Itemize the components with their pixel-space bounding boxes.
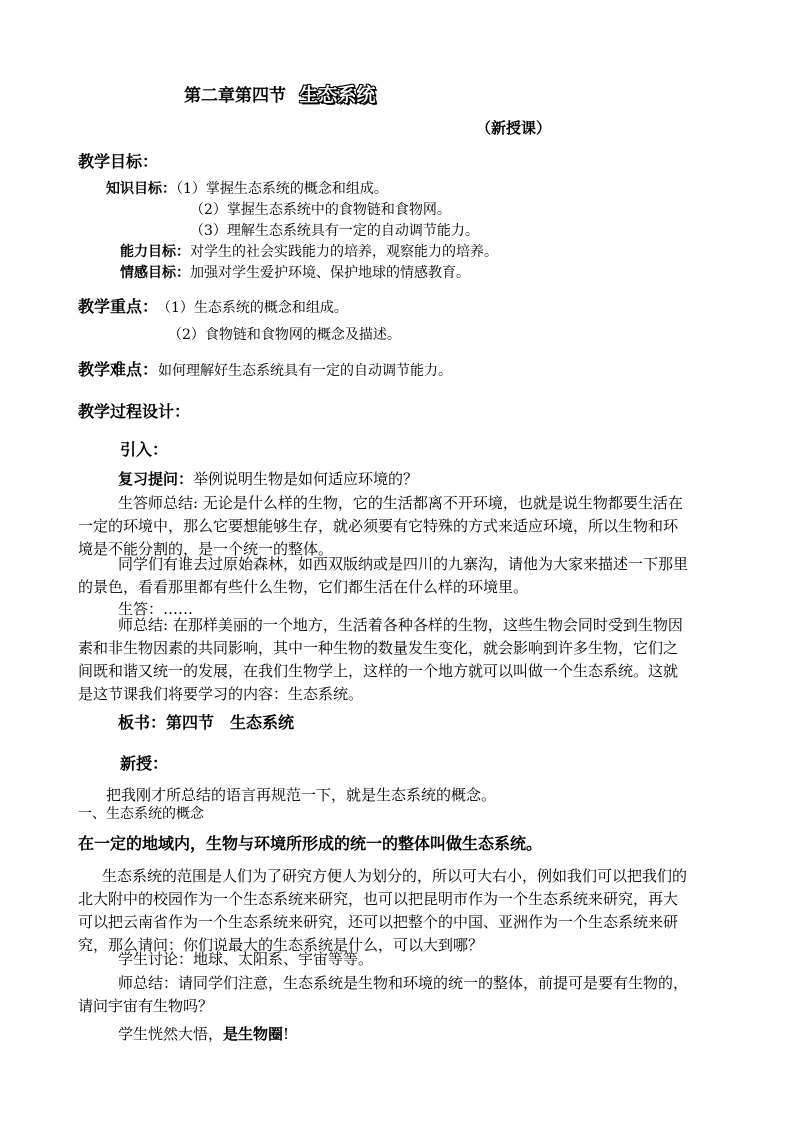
new-lesson-heading: 新授： <box>120 754 169 773</box>
realization-prefix: 学生恍然大悟， <box>118 1025 224 1043</box>
paragraph-universe <box>78 972 718 1018</box>
student-discussion: 学生讨论：地球、太阳系、宇宙等等。 <box>118 950 374 968</box>
chapter-title <box>184 84 375 107</box>
emotion-label: 情感目标： <box>120 265 190 281</box>
emotion-objective-row <box>120 265 470 282</box>
key-point-1: （1）生态系统的概念和组成。 <box>164 300 348 316</box>
paragraph-line: 同学们有谁去过原始森林，如西双版纳或是四川的九寨沟，请他为大家来描述一下那里 <box>118 555 689 573</box>
emotion-text: 加强对学生爱护环境、保护地球的情感教育。 <box>190 265 470 281</box>
paragraph-line: 素和非生物因素的共同影响，其中一种生物的数量发生变化，就会影响到许多生物，它们之 <box>78 639 679 657</box>
board-writing: 板书：第四节 生态系统 <box>118 713 295 732</box>
key-points-label: 教学重点： <box>78 297 159 316</box>
paragraph-scope <box>78 865 718 957</box>
paragraph-student-teacher <box>78 492 718 561</box>
knowledge-item-2: （2）掌握生态系统中的食物链和食物网。 <box>190 202 451 218</box>
section-one-heading: 一、生态系统的概念 <box>78 806 204 822</box>
paragraph-line: 师总结: 在那样美丽的一个地方，生活着各种各样的生物，这些生物会同时受到生物因 <box>118 616 683 634</box>
knowledge-label: 知识目标： <box>106 181 176 197</box>
title-prefix: 第二章第四节 <box>184 86 286 106</box>
regulate-line: 把我刚才所总结的语言再规范一下，就是生态系统的概念。 <box>106 786 497 804</box>
difficulty-label: 教学难点： <box>78 360 159 379</box>
paragraph-classmates <box>78 553 718 599</box>
student-answer: 生答：…… <box>118 600 194 618</box>
paragraph-line: 生态系统的范围是人们为了研究方便人为划分的，所以可大右小，例如我们可以把我们的 <box>102 867 688 885</box>
realization-line <box>118 1025 289 1043</box>
knowledge-objective-row <box>106 181 388 198</box>
ability-text: 对学生的社会实践能力的培养，观察能力的培养。 <box>190 244 498 260</box>
realization-suffix: ! <box>283 1025 290 1043</box>
intro-heading: 引入： <box>120 440 169 459</box>
difficulty-row <box>78 360 452 380</box>
paragraph-line: 北大附中的校园作为一个生态系统来研究，也可以把昆明市作为一个生态系统来研究，再大 <box>78 890 679 908</box>
paragraph-line: 是这节课我们将要学习的内容：生态系统。 <box>78 685 364 703</box>
paragraph-line: 请问宇宙有生物吗？ <box>78 997 214 1015</box>
key-point-2: （2）食物链和食物网的概念及描述。 <box>168 327 401 343</box>
difficulty-text: 如何理解好生态系统具有一定的自动调节能力。 <box>158 363 453 379</box>
paragraph-teacher-summary <box>78 614 718 706</box>
key-points-row <box>78 297 348 317</box>
lesson-type: （新授课） <box>476 119 552 137</box>
ecosystem-definition: 在一定的地域内，生物与环境所形成的统一的整体叫做生态系统。 <box>78 834 543 853</box>
knowledge-item-1: （1）掌握生态系统的概念和组成。 <box>176 181 388 197</box>
realization-bold: 是生物圈 <box>223 1025 284 1043</box>
paragraph-line: 生答师总结: 无论是什么样的生物，它的生活都离不开环境，也就是说生物都要生活在 <box>118 494 683 512</box>
paragraph-line: 究，那么请问：你们说最大的生态系统是什么，可以大到哪？ <box>78 936 484 954</box>
paragraph-line: 间既和谐又统一的发展，在我们生物学上，这样的一个地方就可以叫做一个生态系统。这就 <box>78 662 679 680</box>
review-question <box>118 470 418 488</box>
ability-label: 能力目标： <box>120 244 190 260</box>
process-heading: 教学过程设计： <box>78 402 191 421</box>
title-outlined-text: 生态系统 <box>299 84 376 106</box>
paragraph-line: 的景色，看看那里都有些什么生物，它们都生活在什么样的环境里。 <box>78 578 529 596</box>
ability-objective-row <box>120 244 498 261</box>
review-text: 举例说明生物是如何适应环境的？ <box>193 470 419 488</box>
paragraph-line: 可以把云南省作为一个生态系统来研究，还可以把整个的中国、亚洲作为一个生态系统来研 <box>78 913 679 931</box>
knowledge-item-3: （3）理解生态系统具有一定的自动调节能力。 <box>190 223 479 239</box>
paragraph-line: 境是不能分割的，是一个统一的整体。 <box>78 540 334 558</box>
paragraph-line: 一定的环境中，那么它要想能够生存，就必须要有它特殊的方式来适应环境，所以生物和环 <box>78 517 679 535</box>
objectives-heading: 教学目标： <box>78 152 159 171</box>
review-label: 复习提问： <box>118 470 194 488</box>
paragraph-line: 师总结：请同学们注意，生态系统是生物和环境的统一的整体，前提可是要有生物的， <box>118 974 689 992</box>
